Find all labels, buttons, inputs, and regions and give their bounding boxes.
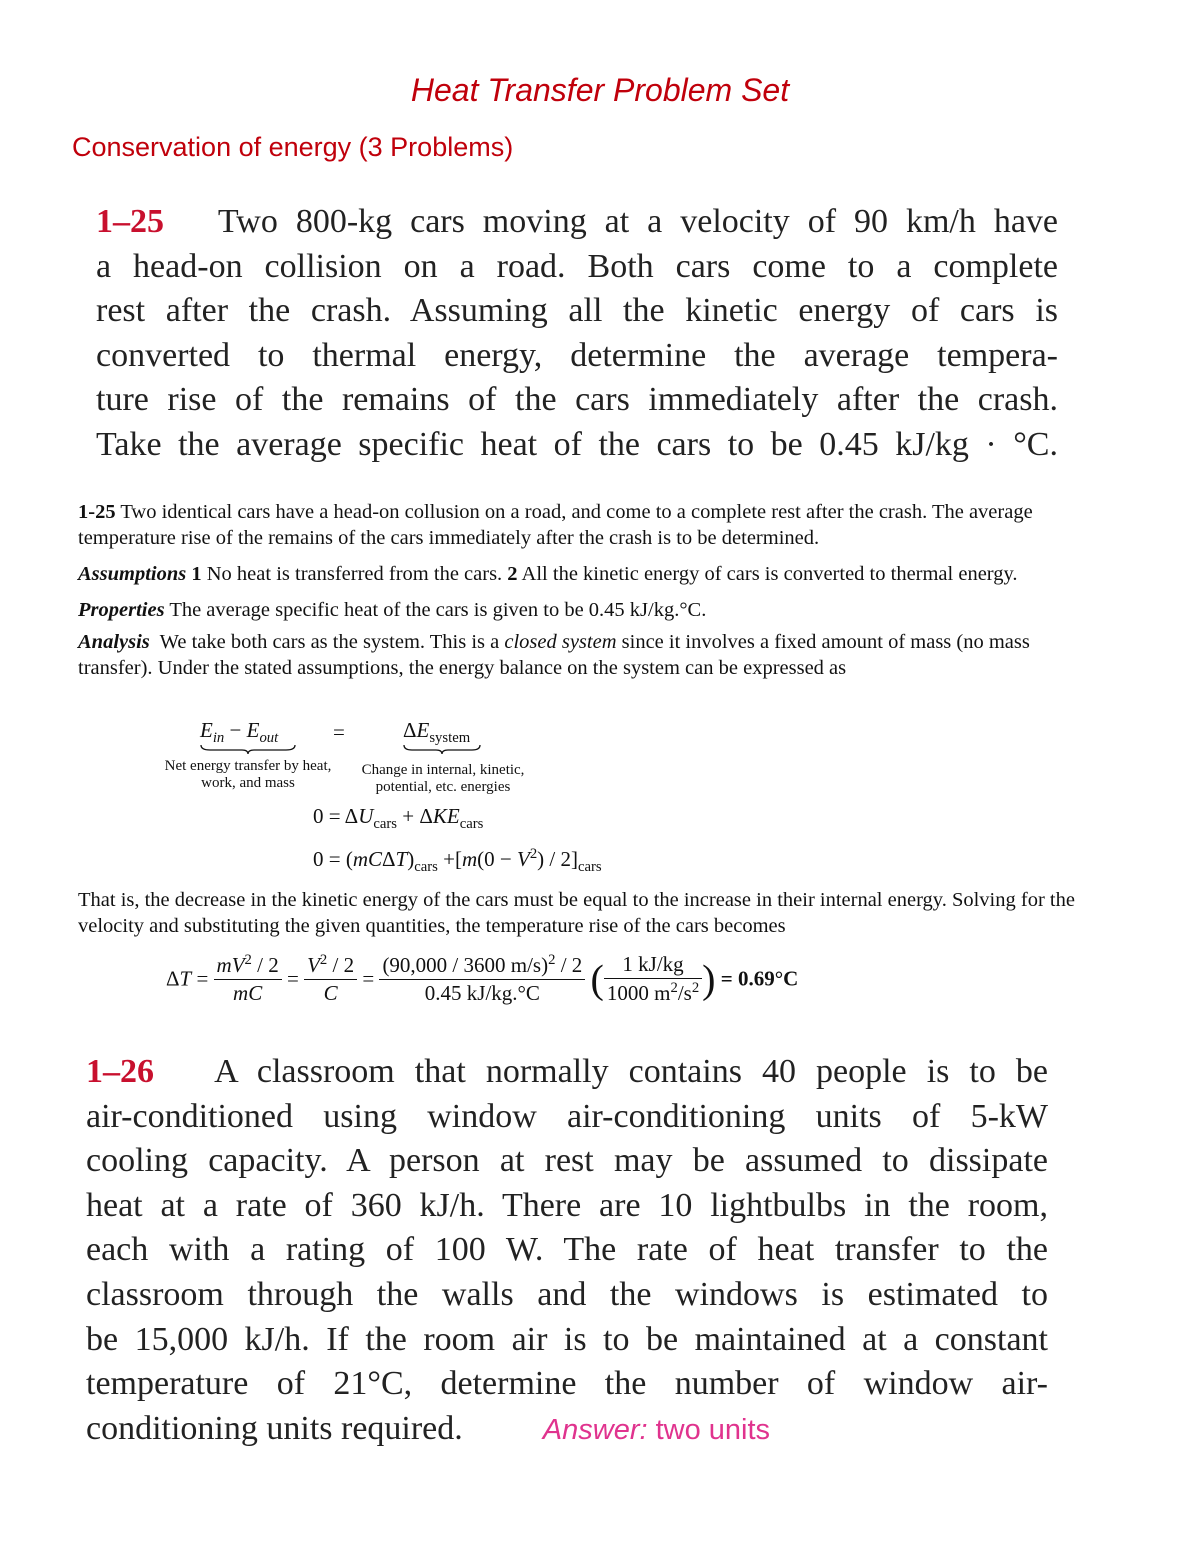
problem-line: cooling capacity. A person at rest may be assumed to dissipate	[86, 1142, 1048, 1180]
problem-number: 1–25	[96, 203, 164, 240]
equation-line-2: $0 = (mC\Delta T)_{cars} +[m(0 - V^2) / 2]_{cars}$	[313, 846, 602, 876]
delta-e-system: $\Delta E_{system}$	[403, 718, 471, 747]
solution-conclusion: That is, the decrease in the kinetic energy of the cars must be equal to the increase in their internal energy. Solving for the velocity and substituting the given quantities, the temperature rise of the cars becomes	[78, 889, 1075, 937]
problem-line: a head-on collision on a road. Both cars come to a complete	[96, 247, 1058, 285]
solution-assumptions: Assumptions 1 No heat is transferred from the cars. 2 All the kinetic energy of cars is converted to thermal energy.	[78, 563, 1018, 585]
solution-1-25-text	[78, 499, 1102, 681]
problem-line: converted to thermal energy, determine the average tempera-	[96, 336, 1058, 374]
problem-line: ture rise of the remains of the cars immediately after the crash.	[96, 381, 1058, 419]
page-title: Heat Transfer Problem Set	[410, 72, 790, 108]
solution-intro: 1-25 Two identical cars have a head-on collusion on a road, and come to a complete rest after the crash. The average temperature rise of the remains of the cars immediately after the crash is to be determined.	[78, 501, 1033, 549]
problem-line: classroom through the walls and the windows is estimated to	[86, 1275, 1048, 1313]
problem-line: 1–26 A classroom that normally contains 40 people is to be	[86, 1053, 1049, 1090]
equals-sign: =	[333, 720, 345, 744]
delta-t-result: = 0.69°C	[720, 966, 799, 991]
problem-1-25	[96, 200, 1058, 468]
problem-line: rest after the crash. Assuming all the kinetic energy of cars is	[96, 292, 1058, 330]
answer: Answer: two units	[542, 1413, 771, 1446]
energy-balance-equation: $E_{in} - E_{out}$	[200, 718, 279, 747]
equation-line-1: $0 = \Delta U_{cars} + \Delta KE_{cars}$	[313, 804, 484, 833]
problem-line: conditioning units required. Answer: two units	[86, 1409, 771, 1447]
brace-label-right: Change in internal, kinetic, potential, etc. energies	[361, 762, 525, 795]
problem-line: heat at a rate of 360 kJ/h. There are 10 lightbulbs in the room,	[86, 1186, 1048, 1224]
problem-line: be 15,000 kJ/h. If the room air is to be maintained at a constant	[86, 1320, 1048, 1358]
solution-analysis: Analysis We take both cars as the system. This is a closed system since it involves a fixed amount of mass (no mass transfer). Under the stated assumptions, the energy balance on the system can be expressed as	[78, 631, 1030, 679]
problem-line: 1–25 Two 800-kg cars moving at a velocity of 90 km/h have	[96, 203, 1059, 240]
delta-t-equation: ΔT = $\frac{mV^2 / 2}{mC}$ = $\frac{V^2 / 2}{C}$ = $\frac{(90,000 / 3600 m/s)^2 / 2}{0.45 kJ/kg.^\circ C}$ ( $\frac{1 kJ/kg}{1000 m^2/s^2}$ ) = 0.69°C	[166, 952, 799, 1005]
problem-line: temperature of 21°C, determine the number of window air-	[86, 1365, 1048, 1403]
underbrace-left	[200, 744, 296, 754]
problem-line: Take the average specific heat of the cars to be 0.45 kJ/kg · °C.	[96, 425, 1058, 463]
brace-label-left: Net energy transfer by heat, work, and mass	[164, 758, 332, 791]
section-heading: Conservation of energy (3 Problems)	[72, 132, 514, 162]
problem-line: air-conditioned using window air-conditioning units of 5-kW	[86, 1097, 1048, 1135]
underbrace-right	[403, 744, 481, 754]
problem-number: 1–26	[86, 1053, 154, 1090]
solution-properties: Properties The average specific heat of the cars is given to be 0.45 kJ/kg.°C.	[78, 599, 707, 621]
problem-line: each with a rating of 100 W. The rate of heat transfer to the	[86, 1231, 1048, 1269]
problem-1-26	[86, 1050, 1048, 1451]
